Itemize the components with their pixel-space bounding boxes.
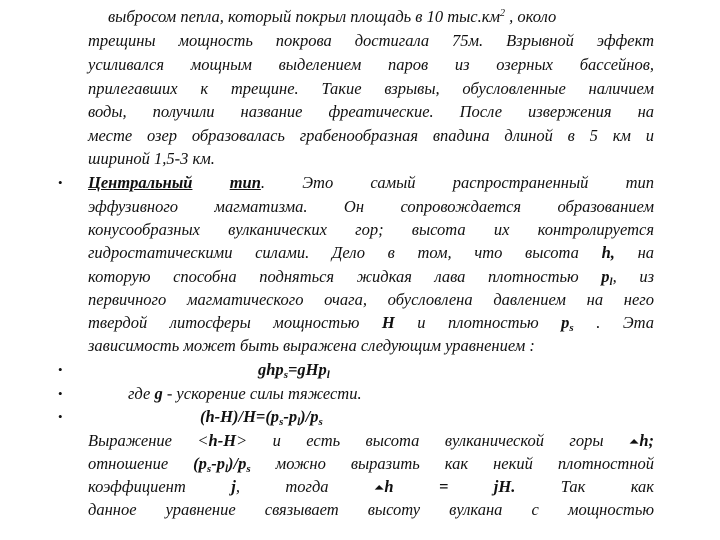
text-line: отношение $(p_s-p_l)/p_s$ можно выразить как некий плотностной bbox=[88, 454, 655, 475]
equation-2: $(h-H)/H=(p_s-p_l)/p_s$ bbox=[200, 407, 323, 428]
text-line: Выражение <h-H> и есть высота вулканической горы ⏶h; bbox=[88, 431, 654, 450]
text-line: усиливался мощным выделением паров из озерных бассейнов, bbox=[88, 55, 654, 74]
text-line: выбросом пепла, который покрыл площадь в 10 $тыс.км^2$ , около bbox=[108, 7, 557, 26]
equation-1: ghp$_s$=gHp$_l$ bbox=[258, 360, 330, 381]
term-type: тип bbox=[229, 173, 261, 192]
bullet-marker: • bbox=[58, 409, 63, 424]
triangle-up-icon: ⏶ bbox=[628, 434, 640, 449]
text-line: эффузивного магматизма. Он сопровождается образованием bbox=[88, 197, 654, 216]
text-line: воды, получили название фреатические. После извержения на bbox=[88, 102, 654, 121]
triangle-up-icon: ⏶ bbox=[373, 480, 385, 495]
text-line: месте озер образовалась грабенообразная впадина длиной в 5 км и bbox=[88, 126, 654, 145]
text-line: где g - ускорение силы тяжести. bbox=[128, 384, 362, 403]
bullet-marker: • bbox=[58, 175, 63, 190]
term-central: Центральный bbox=[88, 173, 193, 192]
text-line: конусообразных вулканических гор; высота их контролируется bbox=[88, 220, 654, 239]
text-line: первичного магматического очага, обусловлена давлением на него bbox=[88, 290, 654, 309]
bullet-marker: • bbox=[58, 386, 63, 401]
text-line: прилегавших к трещине. Такие взрывы, обусловленные наличием bbox=[88, 79, 654, 98]
text-line: твердой литосферы мощностью H и плотностью $p_s$ . Эта bbox=[88, 313, 655, 334]
text-line: Центральный тип. Это самый распространенный тип bbox=[88, 173, 655, 192]
text-line: шириной 1,5-3 км. bbox=[88, 149, 215, 168]
text-line: которую способна подняться жидкая лава плотностью $p_l$, из bbox=[88, 267, 655, 288]
text-line: данное уравнение связывает высоту вулкана с мощностью bbox=[88, 500, 654, 519]
text-line: трещины мощность покрова достигала 75м. Взрывной эффект bbox=[88, 31, 654, 50]
text-line: гидростатическими силами. Дело в том, что высота h, на bbox=[88, 243, 654, 262]
text-line: коэффициент j, тогда ⏶h = jH. Так как bbox=[88, 477, 655, 496]
bullet-marker: • bbox=[58, 362, 63, 377]
text-line: зависимость может быть выражена следующим уравнением : bbox=[88, 336, 535, 355]
